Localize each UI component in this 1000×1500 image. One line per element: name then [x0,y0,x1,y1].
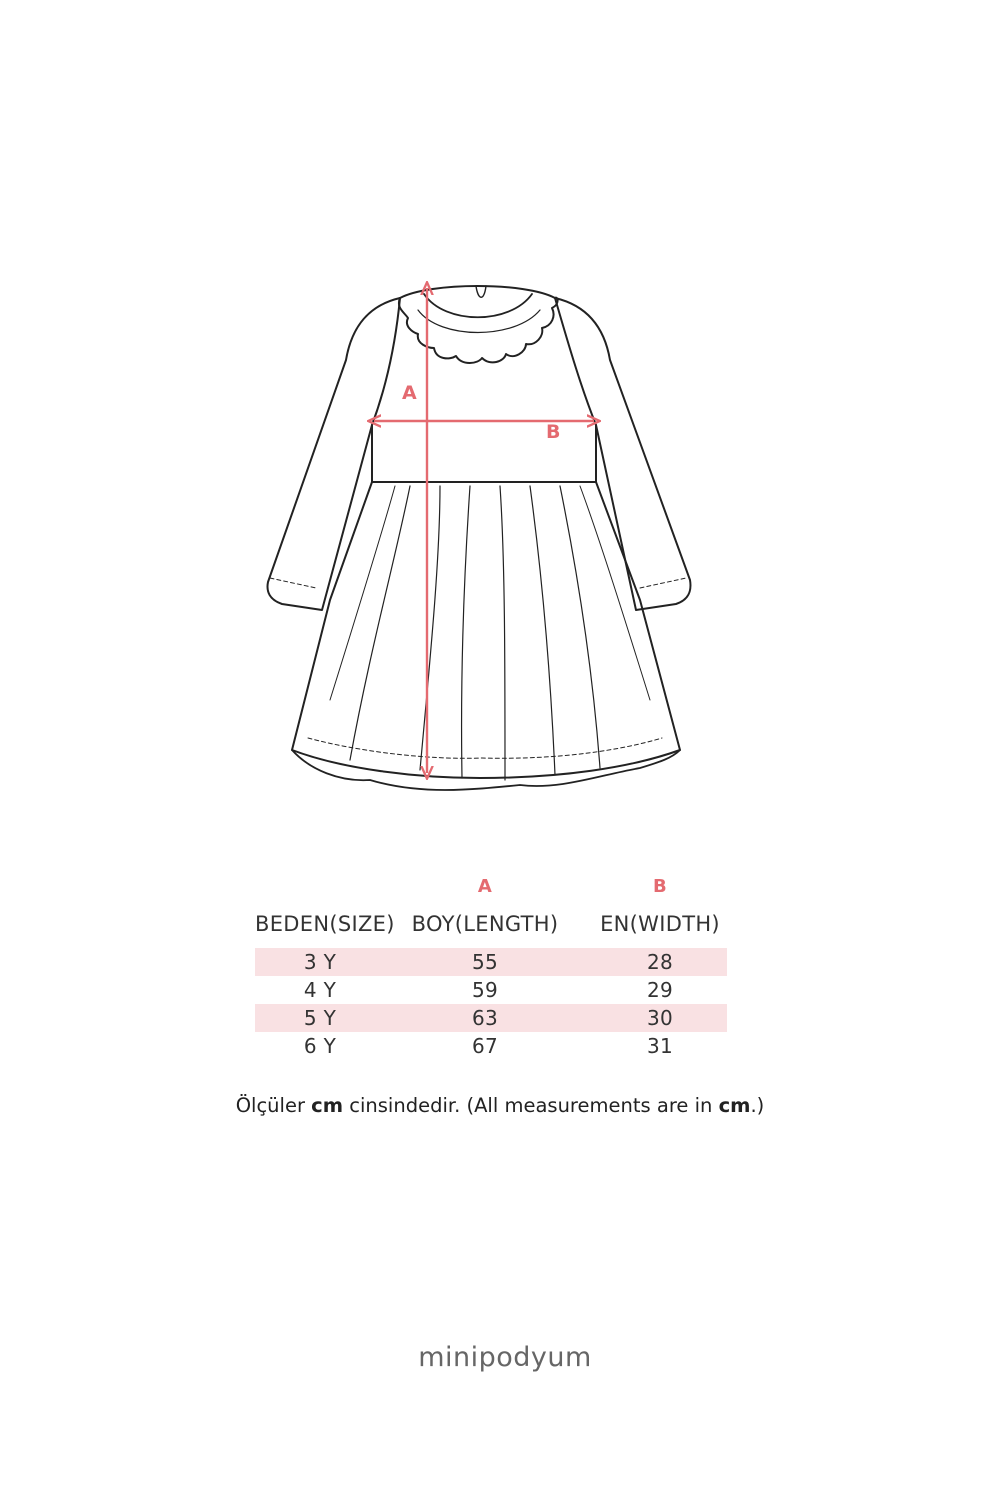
cell-size: 3 Y [303,950,337,974]
note-unit2: cm [718,1094,751,1117]
cell-length: 63 [471,1006,499,1030]
letter-b: B [652,876,668,897]
cell-length: 55 [471,950,499,974]
measure-a-label: A [402,382,417,404]
cell-width: 31 [646,1034,674,1058]
header-length: BOY(LENGTH) [411,912,559,936]
header-size: BEDEN(SIZE) [255,912,395,936]
skirt-outer [292,482,680,778]
cell-length: 67 [471,1034,499,1058]
right-sleeve [555,298,690,610]
measurement-note [0,1094,1000,1117]
table-header-row [255,906,745,948]
cell-size: 6 Y [303,1034,337,1058]
measure-b-label: B [546,421,561,443]
table-row [255,1004,745,1032]
letter-a: A [477,876,493,897]
cell-size: 5 Y [303,1006,337,1030]
ruffle-collar [399,298,558,363]
cell-width: 28 [646,950,674,974]
table-letter-row [255,870,745,906]
note-part1: Ölçüler [235,1094,312,1117]
note-part3: .) [750,1094,765,1117]
cell-width: 29 [646,978,674,1002]
table-row [255,1032,745,1060]
cell-width: 30 [646,1006,674,1030]
note-unit1: cm [311,1094,344,1117]
table-row [255,948,745,976]
size-table [255,870,745,1060]
note-part2: cinsindedir. (All measurements are in [343,1094,719,1117]
cell-length: 59 [471,978,499,1002]
table-row [255,976,745,1004]
brand-logo: minipodyum [418,1342,592,1373]
header-width: EN(WIDTH) [600,912,720,936]
cell-size: 4 Y [303,978,337,1002]
left-sleeve [268,298,400,610]
